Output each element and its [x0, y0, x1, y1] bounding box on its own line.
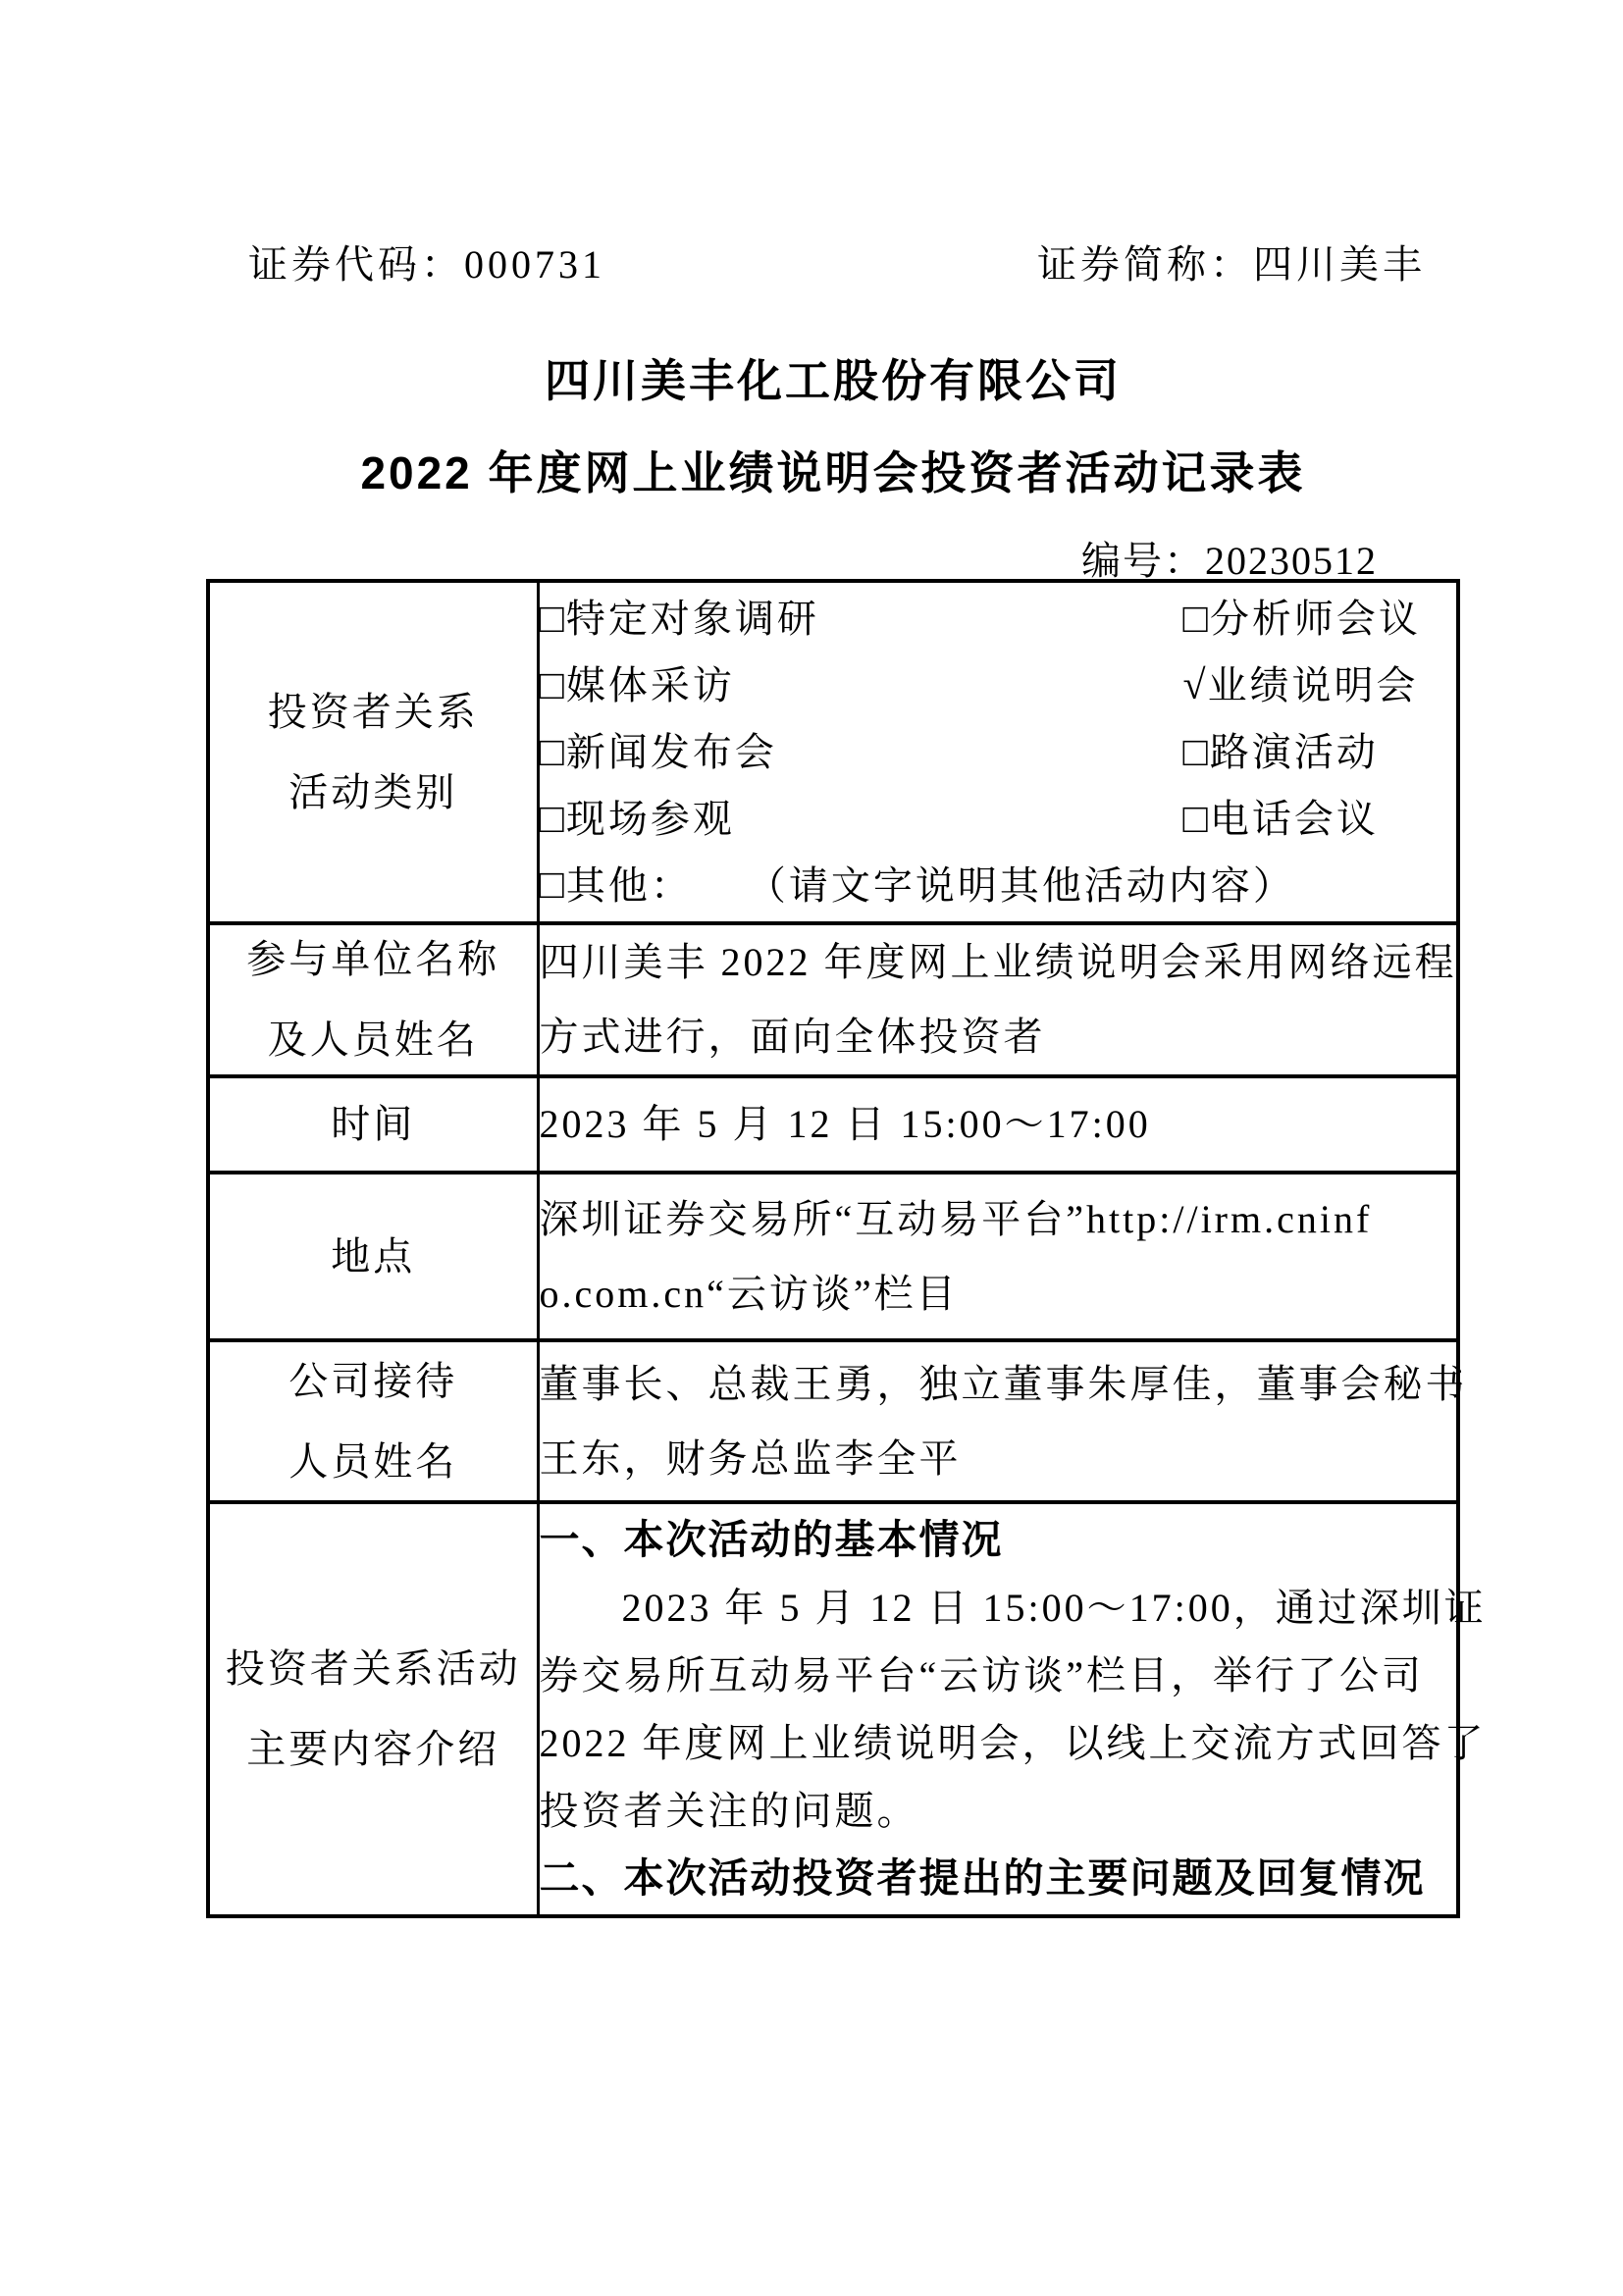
activity-type-options-cell [538, 581, 1458, 923]
content-line: 四川美丰 2022 年度网上业绩说明会采用网络远程 [539, 940, 1457, 984]
content-line: 一、本次活动的基本情况 [539, 1517, 1004, 1562]
table-row-reception [208, 1340, 1458, 1502]
participants-content [538, 923, 1458, 1076]
label-line: 主要内容介绍 [246, 1727, 500, 1771]
checkbox-icon: □ [539, 730, 564, 775]
reception-content [538, 1340, 1468, 1502]
option-label: 其他： [565, 863, 693, 908]
content-line: 2023 年 5 月 12 日 15:00～17:00 [539, 1102, 1151, 1146]
checkbox-icon: □ [539, 862, 564, 908]
checkmark-icon: √ [1182, 663, 1206, 708]
label-reception [208, 1340, 538, 1502]
activity-option [1183, 652, 1419, 719]
checkbox-icon: □ [539, 663, 564, 708]
activity-option [540, 586, 1183, 652]
activity-options [540, 586, 1457, 853]
activity-record-table [206, 579, 1487, 1918]
label-intro [208, 1502, 538, 1916]
option-label: 路演活动 [1209, 730, 1379, 774]
option-label: 电话会议 [1209, 797, 1379, 841]
option-label: 媒体采访 [565, 663, 735, 707]
report-title: 2022 年度网上业绩说明会投资者活动记录表 [360, 447, 1306, 498]
stock-code-text: 证券代码：000731 [248, 242, 605, 287]
activity-option [540, 652, 1183, 719]
company-title: 四川美丰化工股份有限公司 [545, 355, 1122, 406]
intro-content [538, 1502, 1487, 1916]
label-location [208, 1173, 538, 1340]
option-label: 特定对象调研 [565, 597, 819, 641]
label-participants [208, 923, 538, 1076]
option-row [540, 719, 1457, 786]
label-line: 人员姓名 [288, 1438, 458, 1484]
label-line: 投资者关系 [267, 689, 479, 734]
option-row [540, 652, 1457, 719]
location-content [538, 1173, 1458, 1340]
option-row-other [540, 853, 1457, 918]
table-row-intro [208, 1502, 1458, 1916]
other-option-hint: （请文字说明其他活动内容） [746, 863, 1295, 908]
content-line: 深圳证券交易所“互动易平台”http://irm.cninf [539, 1196, 1373, 1241]
doc-number: 编号：20230512 [1081, 539, 1378, 583]
table-row-participants [208, 923, 1458, 1076]
table-row-location [208, 1173, 1458, 1340]
checkbox-icon: □ [539, 797, 564, 842]
label-activity-type [208, 581, 538, 923]
option-label: 分析师会议 [1209, 597, 1421, 641]
activity-option [540, 786, 1183, 853]
activity-option [540, 719, 1183, 786]
content-line: 王东，财务总监李全平 [539, 1435, 962, 1481]
option-label: 业绩说明会 [1207, 663, 1419, 707]
content-line: 投资者关注的问题。 [539, 1789, 919, 1833]
label-line: 公司接待 [288, 1358, 458, 1403]
label-line: 参与单位名称 [246, 937, 500, 981]
stock-name-text: 证券简称：四川美丰 [1037, 242, 1426, 287]
content-line: 二、本次活动投资者提出的主要问题及回复情况 [539, 1855, 1426, 1901]
checkbox-icon: □ [1182, 730, 1208, 775]
content-line: 方式进行，面向全体投资者 [539, 1015, 1046, 1059]
checkbox-icon: □ [539, 597, 564, 642]
option-label: 新闻发布会 [565, 730, 777, 774]
label-line: 时间 [331, 1102, 416, 1146]
option-label: 现场参观 [565, 797, 735, 841]
table-row-time [208, 1076, 1458, 1173]
content-line: 券交易所互动易平台“云访谈”栏目，举行了公司 [539, 1653, 1425, 1697]
content-line: 董事长、总裁王勇，独立董事朱厚佳，董事会秘书 [539, 1361, 1468, 1406]
time-content [538, 1076, 1458, 1173]
activity-option [1183, 719, 1379, 786]
content-line: 2022 年度网上业绩说明会，以线上交流方式回答了 [539, 1721, 1487, 1765]
option-row [540, 586, 1457, 652]
checkbox-icon: □ [1182, 597, 1208, 642]
content-line: 2023 年 5 月 12 日 15:00～17:00，通过深圳证 [621, 1586, 1487, 1630]
label-line: 活动类别 [288, 769, 458, 814]
label-line: 及人员姓名 [267, 1018, 479, 1062]
checkbox-icon: □ [1182, 797, 1208, 842]
table-row-activity-type [208, 581, 1458, 923]
activity-option [1183, 786, 1379, 853]
option-row [540, 786, 1457, 853]
label-line: 地点 [331, 1233, 416, 1278]
label-time [208, 1076, 538, 1173]
label-line: 投资者关系活动 [225, 1646, 521, 1691]
content-line: o.com.cn“云访谈”栏目 [539, 1271, 959, 1316]
activity-option [1183, 586, 1421, 652]
